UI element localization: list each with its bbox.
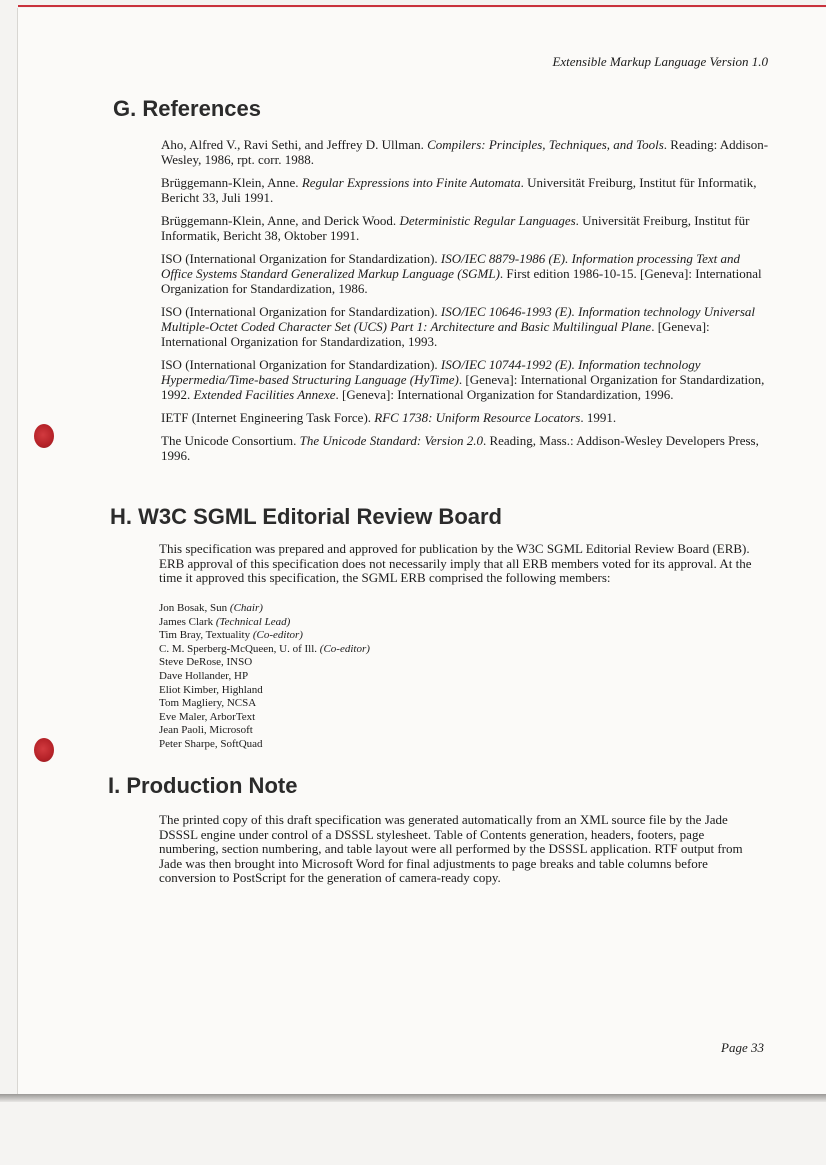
erb-member-list [159,602,370,752]
reference-item: Aho, Alfred V., Ravi Sethi, and Jeffrey D. Ullman. Compilers: Principles, Techniques, and Tools. Reading: Addison-Wesley, 1986, rpt. corr. 1988. [161,137,769,167]
references-list [161,137,773,471]
member-item: Tom Magliery, NCSA [159,697,257,710]
member-item: Steve DeRose, INSO [159,656,253,669]
reference-item: The Unicode Consortium. The Unicode Standard: Version 2.0. Reading, Mass.: Addison-Wesley Developers Press, 1996. [161,433,759,463]
punch-hole [34,424,54,448]
reference-item: Brüggemann-Klein, Anne. Regular Expressions into Finite Automata. Universität Freiburg, Institut für Informatik, Bericht 33, Juli 1991. [161,175,757,205]
member-item: Jon Bosak, Sun (Chair) [159,602,263,614]
member-item: Tim Bray, Textuality (Co-editor) [159,629,303,642]
reference-item: IETF (Internet Engineering Task Force). RFC 1738: Uniform Resource Locators. 1991. [161,410,617,425]
reference-item: ISO (International Organization for Standardization). ISO/IEC 10744-1992 (E). Information technology Hypermedia/Time-based Structuring Language (HyTime). [Geneva]: International Organization for Standardization, 1992. Extended Facilities Annexe. [Geneva]: International Organization for Standardization, 1996. [161,357,765,402]
reference-item: ISO (International Organization for Standardization). ISO/IEC 8879-1986 (E). Information processing Text and Office Systems Standard Generalized Markup Language (SGML). First edition 1986-10-15. [Geneva]: International Organization for Standardization, 1986. [161,251,762,296]
erb-heading: H. W3C SGML Editorial Review Board [110,504,502,529]
production-paragraph: The printed copy of this draft specification was generated automatically from an XML source file by the Jade DSSSL engine under control of a DSSSL stylesheet. Table of Contents generation, headers, footers, page numbering, section numbering, and table layout were all performed by the DSSSL application. RTF output from Jade was then brought into Microsoft Word for final adjustments to page breaks and table columns before conversion to PostScript for the generation of camera-ready copy. [159,812,743,885]
member-item: Eve Maler, ArborText [159,710,256,723]
reference-item: Brüggemann-Klein, Anne, and Derick Wood. Deterministic Regular Languages. Universität Freiburg, Institut für Informatik, Bericht 38, Oktober 1991. [161,213,750,243]
references-heading: G. References [113,96,261,121]
erb-paragraph: This specification was prepared and approved for publication by the W3C SGML Editorial Review Board (ERB). ERB approval of this specification does not necessarily imply that all ERB members voted for its approval. At the time it approved this specification, the SGML ERB comprised the following members: [159,541,752,585]
reference-item: ISO (International Organization for Standardization). ISO/IEC 10646-1993 (E). Information technology Universal Multiple-Octet Coded Character Set (UCS) Part 1: Architecture and Basic Multilingual Plane. [Geneva]: International Organization for Standardization, 1993. [161,304,756,349]
punch-hole [34,738,54,762]
next-page-strip [0,1102,826,1165]
member-item: C. M. Sperberg-McQueen, U. of Ill. (Co-editor) [159,642,370,655]
production-heading: I. Production Note [108,773,298,798]
top-edge-line [18,5,826,7]
member-item: Peter Sharpe, SoftQuad [159,737,263,750]
member-item: Jean Paoli, Microsoft [159,724,253,737]
member-item: James Clark (Technical Lead) [159,615,291,628]
page-number: Page 33 [721,1040,764,1055]
running-header: Extensible Markup Language Version 1.0 [552,54,768,69]
member-item: Dave Hollander, HP [159,669,249,682]
member-item: Eliot Kimber, Highland [159,683,263,696]
page-edge-shadow [0,1094,826,1102]
